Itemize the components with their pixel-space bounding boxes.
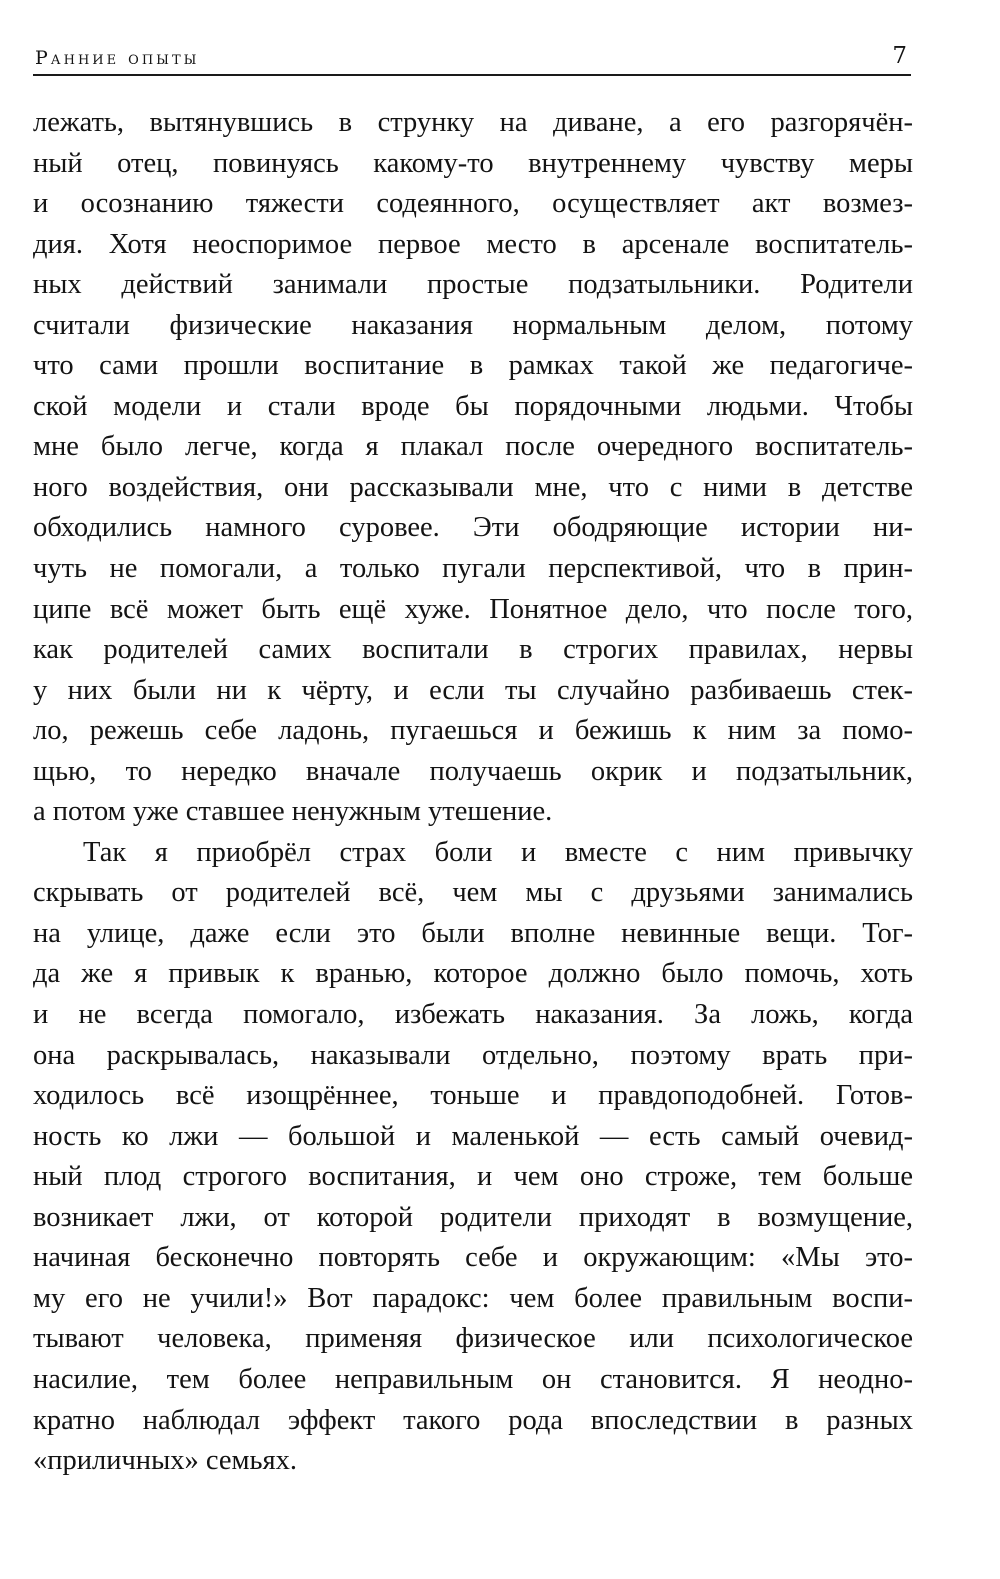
text-line: Так я приобрёл страх боли и вместе с ним привычку [83,836,913,868]
text-line: ципе всё может быть ещё хуже. Понятное дело, что после того, [33,593,913,625]
body-text [33,103,913,1482]
text-line: а потом уже ставшее ненужным утешение. [33,796,553,828]
text-line: ходилось всё изощрённее, тоньше и правдоподобней. Готов- [33,1080,913,1112]
text-line: насилие, тем более неправильным он становится. Я неодно- [33,1363,913,1395]
text-line: дия. Хотя неоспоримое первое место в арсенале воспитатель- [33,228,913,260]
text-line: скрывать от родителей всё, чем мы с друзьями занимались [33,877,913,909]
paragraph [33,833,913,1482]
text-line: начиная бесконечно повторять себе и окружающим: «Мы это- [33,1242,913,1274]
running-head [33,40,911,76]
text-line: ный отец, повинуясь какому-то внутреннему чувству меры [33,147,913,179]
text-line: и не всегда помогало, избежать наказания. За ложь, когда [33,999,913,1031]
text-line: возникает лжи, от которой родители приходят в возмущение, [33,1201,913,1233]
text-line: ный плод строгого воспитания, и чем оно строже, тем больше [33,1161,913,1193]
text-line: ного воздействия, они рассказывали мне, что с ними в детстве [33,471,913,503]
text-line: лежать, вытянувшись в струнку на диване, а его разгорячён- [33,107,913,138]
page-number: 7 [892,43,907,69]
text-line: кратно наблюдал эффект такого рода впоследствии в разных [33,1404,913,1436]
text-line: му его не учили!» Вот парадокс: чем более правильным воспи- [33,1282,913,1314]
text-line: на улице, даже если это были вполне невинные вещи. Тог- [33,917,913,949]
section-title: Ранние опыты [35,47,200,69]
text-line: ных действий занимали простые подзатыльники. Родители [33,269,913,301]
text-line: обходились намного суровее. Эти ободряющие истории ни- [33,512,913,544]
text-line: ской модели и стали вроде бы порядочными людьми. Чтобы [33,390,913,422]
text-line: она раскрывалась, наказывали отдельно, поэтому врать при- [33,1039,913,1071]
text-line: что сами прошли воспитание в рамках такой же педагогиче- [33,350,913,382]
text-line: да же я привык к вранью, которое должно было помочь, хоть [33,958,913,990]
text-line: мне было легче, когда я плакал после очередного воспитатель- [33,431,913,463]
text-line: и осознанию тяжести содеянного, осуществляет акт возмез- [33,188,913,220]
paragraph [33,103,913,833]
text-line: как родителей самих воспитали в строгих правилах, нервы [33,634,913,666]
text-line: ло, режешь себе ладонь, пугаешься и бежишь к ним за помо- [33,715,913,747]
text-line: «приличных» семьях. [33,1445,298,1477]
text-line: у них были ни к чёрту, и если ты случайно разбиваешь стек- [33,674,913,706]
text-line: щью, то нередко вначале получаешь окрик и подзатыльник, [33,755,913,787]
text-line: чуть не помогали, а только пугали перспективой, что в прин- [33,553,913,585]
text-line: ность ко лжи — большой и маленькой — есть самый очевид- [33,1120,913,1152]
text-line: тывают человека, применяя физическое или психологическое [33,1323,913,1355]
text-line: считали физические наказания нормальным делом, потому [33,309,913,341]
